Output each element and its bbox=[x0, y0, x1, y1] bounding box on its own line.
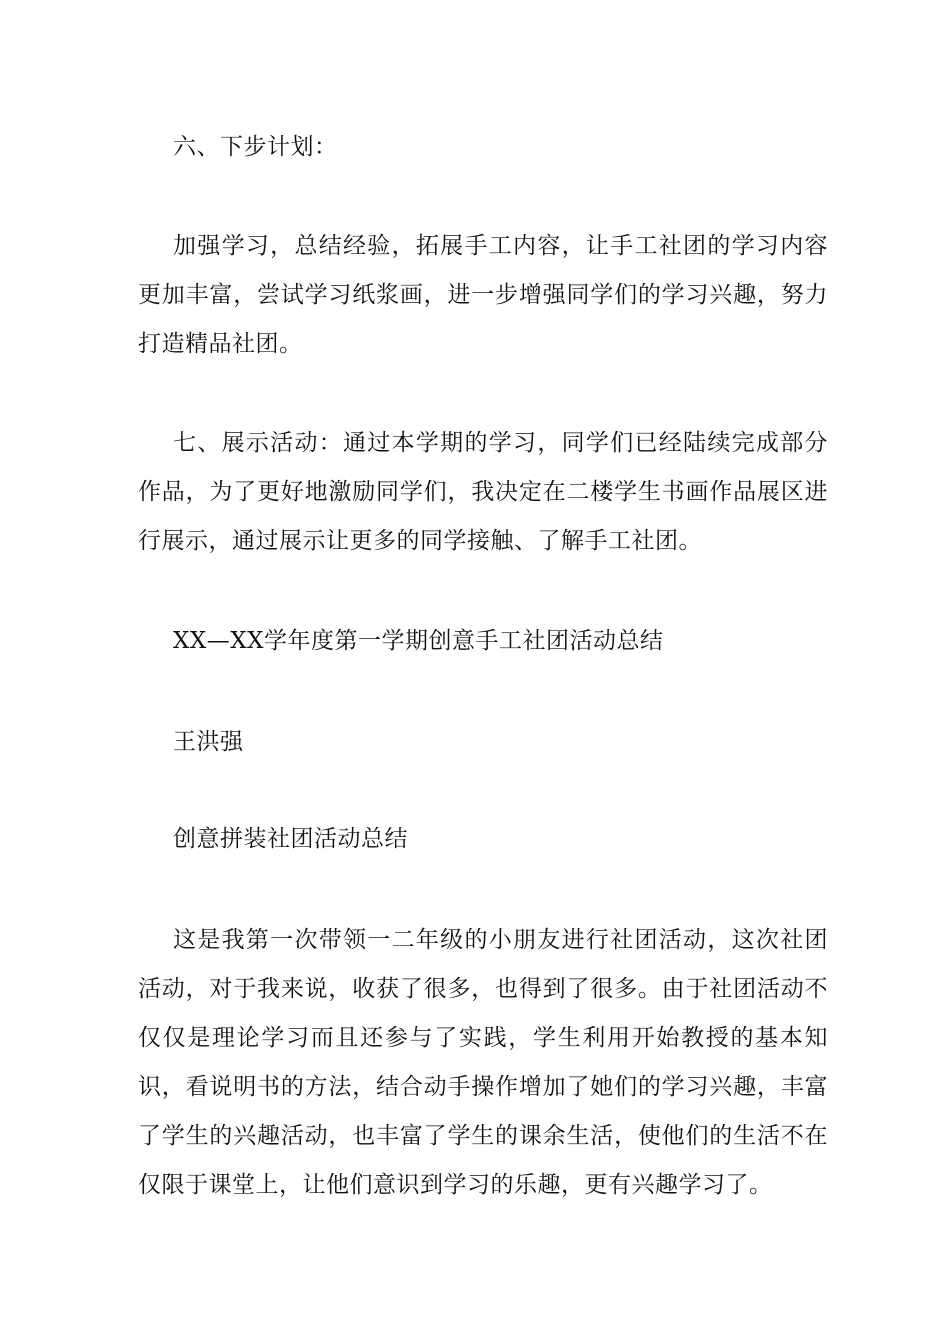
author-name: 王洪强 bbox=[173, 729, 244, 755]
section-six-heading: 六、下步计划： bbox=[173, 134, 338, 160]
closing-paragraph: 这是我第一次带领一二年级的小朋友进行社团活动，这次社团活动，对于我来说，收获了很多，也得到了很多。由于社团活动不仅仅是理论学习而且还参与了实践，学生利用开始教授的基本知识，看说明书的方法，结合动手操作增加了她们的学习兴趣，丰富了学生的兴趣活动，也丰富了学生的课余生活，使他们的生活不在仅限于课堂上，让他们意识到学习的乐趣，更有兴趣学习了。 bbox=[138, 927, 828, 1198]
section-seven-paragraph: 七、展示活动：通过本学期的学习，同学们已经陆续完成部分作品，为了更好地激励同学们，我决定在二楼学生书画作品展区进行展示，通过展示让更多的同学接触、了解手工社团。 bbox=[138, 430, 828, 554]
summary-subtitle: 创意拼装社团活动总结 bbox=[173, 826, 408, 852]
section-six-paragraph: 加强学习，总结经验，拓展手工内容，让手工社团的学习内容更加丰富，尝试学习纸浆画，进一步增强同学们的学习兴趣，努力打造精品社团。 bbox=[138, 233, 828, 357]
summary-title: XX—XX学年度第一学期创意手工社团活动总结 bbox=[173, 628, 664, 654]
